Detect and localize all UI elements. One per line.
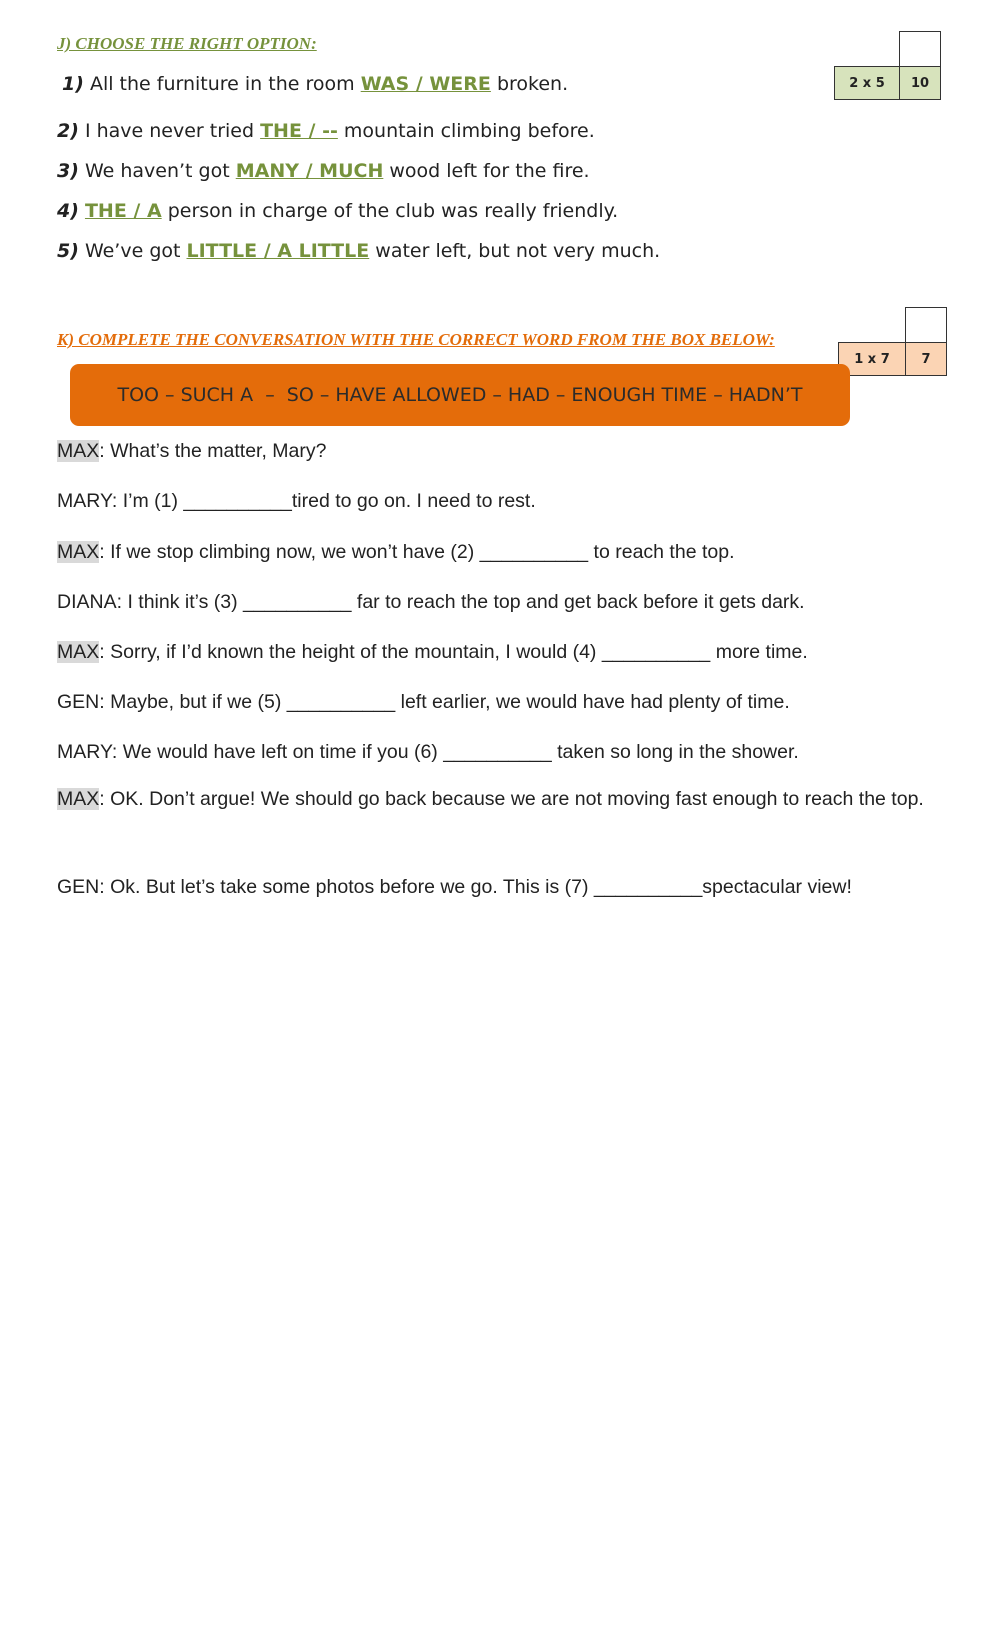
question-number: 4): [57, 200, 79, 222]
word-box: TOO – SUCH A – SO – HAVE ALLOWED – HAD – ENOUGH TIME – HADN’T: [70, 364, 850, 426]
question-text-pre: We haven’t got: [78, 160, 236, 182]
speaker: MAX: [57, 641, 100, 663]
speaker: MARY: [57, 490, 112, 512]
question-3: [57, 160, 590, 182]
score-answer-box: [900, 32, 941, 67]
question-5: [57, 240, 660, 262]
question-text-post: mountain climbing before.: [337, 120, 595, 142]
score-answer-box: [906, 308, 947, 343]
question-number: 1): [62, 73, 84, 95]
question-number: 5): [57, 240, 79, 262]
dialogue-text: : What’s the matter, Mary?: [99, 440, 327, 462]
question-text-post: water left, but not very much.: [369, 240, 661, 262]
section-k-score-box: [838, 307, 947, 376]
section-k-title: K) COMPLETE THE CONVERSATION WITH THE CORRECT WORD FROM THE BOX BELOW:: [57, 330, 775, 349]
dialogue-line-8: [57, 782, 937, 817]
dialogue-text[interactable]: : Ok. But let’s take some photos before we go. This is (7) __________spectacular view!: [99, 876, 852, 898]
answer-options[interactable]: WAS / WERE: [360, 73, 491, 95]
speaker: MAX: [57, 440, 100, 462]
dialogue-text: : OK. Don’t argue! We should go back because we are not moving fast enough to reach the top.: [99, 788, 924, 810]
speaker: MAX: [57, 788, 100, 810]
dialogue-line-5: [57, 641, 808, 664]
dialogue-text[interactable]: : I think it’s (3) __________ far to reach the top and get back before it gets dark.: [116, 591, 805, 613]
dialogue-line-2: [57, 490, 536, 513]
question-text-post: person in charge of the club was really friendly.: [161, 200, 619, 222]
dialogue-line-3: [57, 541, 734, 564]
question-number: 2): [57, 120, 79, 142]
dialogue-text[interactable]: : Sorry, if I’d known the height of the mountain, I would (4) __________ more time.: [99, 641, 808, 663]
question-text-pre: All the furniture in the room: [83, 73, 361, 95]
answer-options[interactable]: THE / A: [84, 200, 162, 222]
dialogue-line-1: [57, 440, 327, 463]
dialogue-line-4: [57, 591, 805, 614]
speaker: MAX: [57, 541, 100, 563]
dialogue-text[interactable]: : I’m (1) __________tired to go on. I need to rest.: [111, 490, 536, 512]
dialogue-text[interactable]: : We would have left on time if you (6) __________ taken so long in the shower.: [111, 741, 799, 763]
score-formula: 1 x 7: [839, 343, 906, 376]
answer-options[interactable]: THE / --: [260, 120, 338, 142]
speaker: MARY: [57, 741, 112, 763]
dialogue-line-6: [57, 691, 790, 714]
score-total: 7: [906, 343, 947, 376]
answer-options[interactable]: MANY / MUCH: [235, 160, 384, 182]
question-number: 3): [57, 160, 79, 182]
speaker: GEN: [57, 876, 100, 898]
dialogue-line-9: [57, 876, 852, 899]
dialogue-text[interactable]: : Maybe, but if we (5) __________ left earlier, we would have had plenty of time.: [99, 691, 790, 713]
dialogue-line-7: [57, 741, 799, 764]
speaker: DIANA: [57, 591, 117, 613]
section-j-title: J) CHOOSE THE RIGHT OPTION:: [57, 34, 317, 53]
section-j-score-box: [834, 31, 941, 100]
question-2: [57, 120, 595, 142]
score-total: 10: [900, 67, 941, 100]
question-text-pre: I have never tried: [78, 120, 261, 142]
score-formula: 2 x 5: [835, 67, 900, 100]
dialogue-text[interactable]: : If we stop climbing now, we won’t have (2) __________ to reach the top.: [99, 541, 735, 563]
answer-options[interactable]: LITTLE / A LITTLE: [186, 240, 370, 262]
question-text-post: wood left for the fire.: [383, 160, 590, 182]
question-text-pre: We’ve got: [78, 240, 187, 262]
question-text-post: broken.: [490, 73, 569, 95]
question-1: [62, 73, 568, 95]
speaker: GEN: [57, 691, 100, 713]
question-4: [57, 200, 618, 222]
